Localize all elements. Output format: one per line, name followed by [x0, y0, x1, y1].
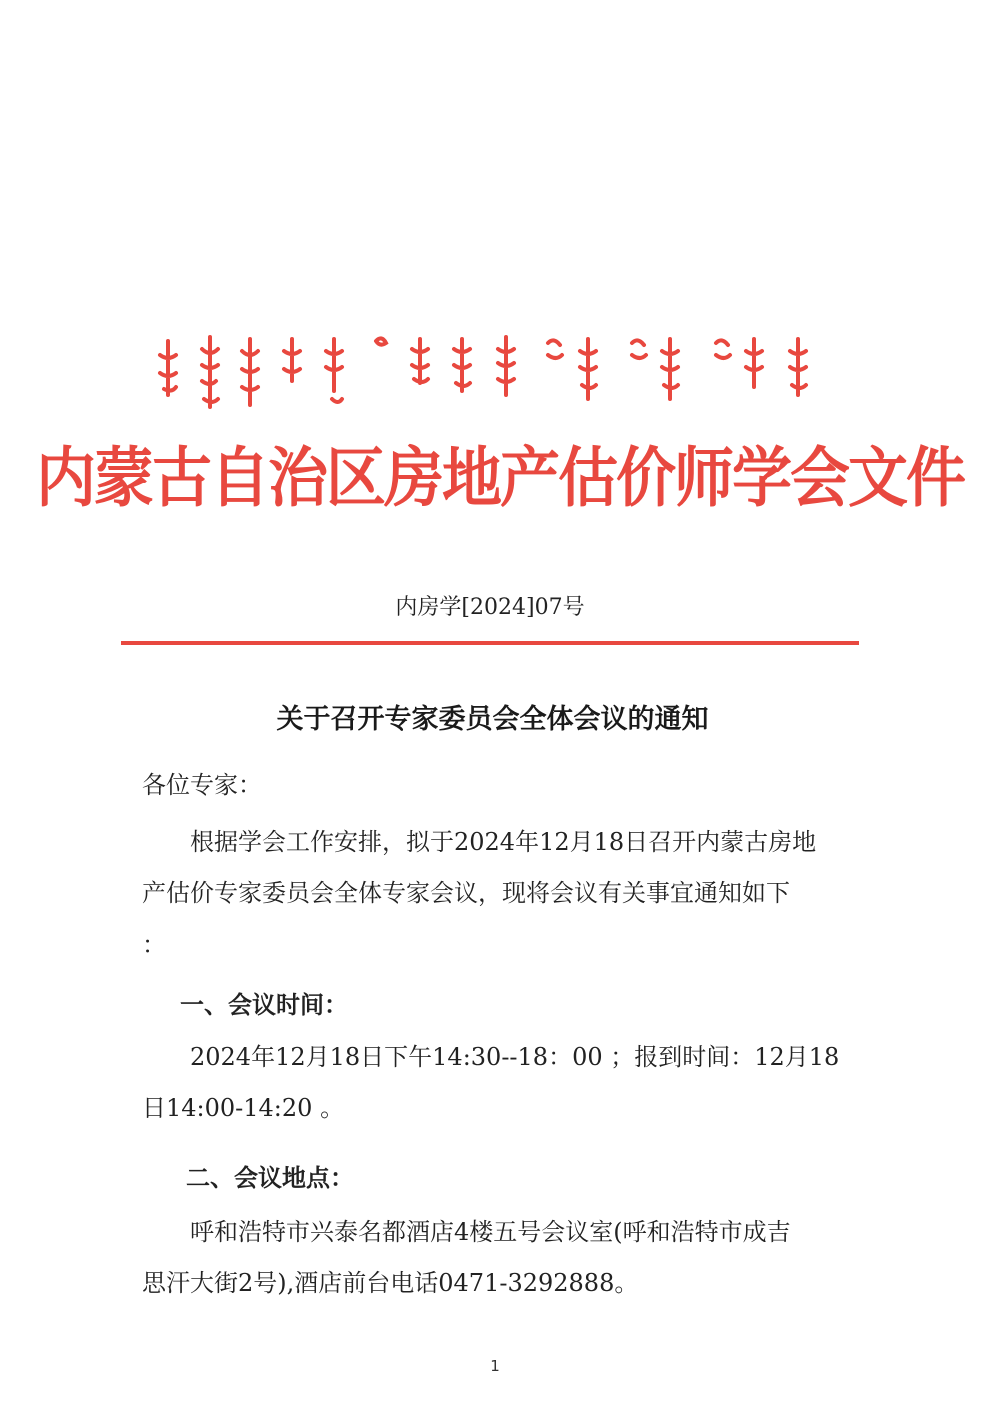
section-heading-location: 二、会议地点：: [186, 1163, 354, 1192]
salutation: 各位专家：: [142, 771, 262, 799]
section-heading-time: 一、会议时间：: [180, 990, 348, 1019]
mongolian-title: [150, 333, 830, 413]
meeting-time-line-1: 2024年12月18日下午14:30--18：00 ；报到时间：12月18: [190, 1043, 840, 1071]
meeting-location-line-1: 呼和浩特市兴泰名都酒店4楼五号会议室(呼和浩特市成吉: [190, 1218, 791, 1246]
mongolian-title-text: [150, 413, 151, 414]
intro-line-2: 产估价专家委员会全体专家会议，现将会议有关事宜通知如下: [142, 879, 790, 907]
notice-title: 关于召开专家委员会全体会议的通知: [276, 704, 709, 735]
intro-line-3: ：: [142, 931, 166, 959]
page-number: 1: [490, 1357, 500, 1375]
document-number: 内房学[2024]07号: [395, 595, 585, 620]
mongolian-script-graphic: [150, 333, 830, 413]
meeting-time-line-2: 日14:00-14:20 。: [142, 1094, 345, 1122]
meeting-location-line-2: 思汗大街2号),酒店前台电话0471-3292888。: [142, 1269, 639, 1297]
red-divider: [121, 641, 859, 645]
org-title: 内蒙古自治区房地产估价师学会文件: [36, 440, 964, 517]
intro-line-1: 根据学会工作安排，拟于2024年12月18日召开内蒙古房地: [190, 828, 817, 856]
